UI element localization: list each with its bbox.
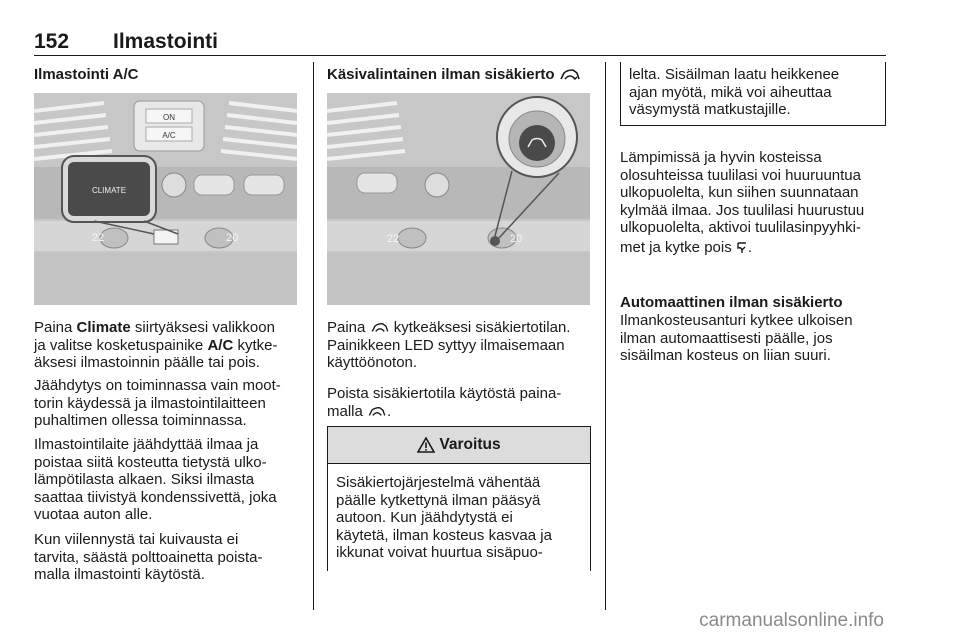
section-heading-recirculation: Käsivalintainen ilman sisäkierto	[327, 66, 581, 84]
svg-text:20: 20	[510, 233, 523, 245]
ac-paragraph-3: Ilmastointilaite jäähdyttää ilmaa ja poistaa siitä kosteutta tietystä ulko- lämpötilasta alkaen. Siksi ilmasta saattaa tiivistyä kondenssivettä, joka vuotaa auton alle.	[34, 436, 277, 524]
warning-header: Varoitus	[328, 427, 590, 464]
ac-panel-illustration	[34, 93, 297, 305]
ac-paragraph-2: Jäähdytys on toiminnassa vain moot- torin käydessä ja ilmastointilaitteen puhaltimen ollessa toiminnassa.	[34, 377, 281, 430]
svg-text:CLIMATE: CLIMATE	[91, 186, 127, 195]
svg-text:22: 22	[387, 233, 400, 245]
recirculation-paragraph-2: Poista sisäkiertotila käytöstä paina- malla .	[327, 385, 562, 420]
defogging-paragraph: Lämpimissä ja hyvin kosteissa olosuhteissa tuulilasi voi huuruuntua ulkopuolelta, kun siihen suunnataan kylmää ilmaa. Jos tuulilasi huurustuu ulkopuolelta, aktivoi tuulilasinpyyhki- met ja kytke pois .	[620, 149, 865, 256]
warning-icon	[417, 437, 435, 453]
footer-site-watermark: carmanualsonline.info	[699, 610, 884, 631]
recirculation-icon-inline	[370, 322, 390, 334]
recirculation-illustration	[327, 93, 590, 305]
recirculation-paragraph-1: Paina kytkeäksesi sisäkiertotilan. Painikkeen LED syttyy ilmaisemaan käyttöönoton.	[327, 319, 571, 372]
warning-continuation-box: lelta. Sisäilman laatu heikkenee ajan myötä, mikä voi aiheuttaa väsymystä matkustajille.	[620, 62, 886, 126]
svg-text:A/C: A/C	[162, 131, 176, 140]
warning-box	[327, 426, 591, 571]
recirculation-icon	[559, 68, 581, 82]
svg-text:20: 20	[226, 232, 239, 244]
svg-text:22: 22	[92, 232, 105, 244]
ac-paragraph-1: Paina Climate siirtyäksesi valikkoon ja valitse kosketuspainike A/C kytke- äksesi ilmastoinnin päälle tai pois.	[34, 319, 278, 372]
auto-recirculation-paragraph: Ilmankosteusanturi kytkee ulkoisen ilman automaattisesti päälle, jos sisäilman kosteus on liian suuri.	[620, 312, 853, 365]
column-divider-2	[605, 62, 606, 610]
ac-fan-icon	[736, 241, 748, 255]
recirculation-photo	[327, 93, 590, 305]
warning-text: Sisäkiertojärjestelmä vähentää päälle kytkettynä ilman pääsyä autoon. Kun jäähdytystä ei käytetä, ilman kosteus kasvaa ja ikkunat voivat huurtua sisäpuo-	[336, 474, 552, 562]
svg-text:ON: ON	[163, 113, 175, 122]
column-divider-1	[313, 62, 314, 610]
header-rule	[34, 55, 886, 56]
page-title: Ilmastointi	[113, 30, 219, 53]
recirculation-icon-inline-2	[367, 406, 387, 418]
section-heading-auto-recirculation: Automaattinen ilman sisäkierto	[620, 294, 843, 311]
ac-panel-photo	[34, 93, 297, 305]
page-number: 152	[34, 30, 70, 53]
section-heading-ac: Ilmastointi A/C	[34, 66, 139, 83]
ac-paragraph-4: Kun viilennystä tai kuivausta ei tarvita, säästä polttoainetta poista- malla ilmastointi käytöstä.	[34, 531, 263, 584]
